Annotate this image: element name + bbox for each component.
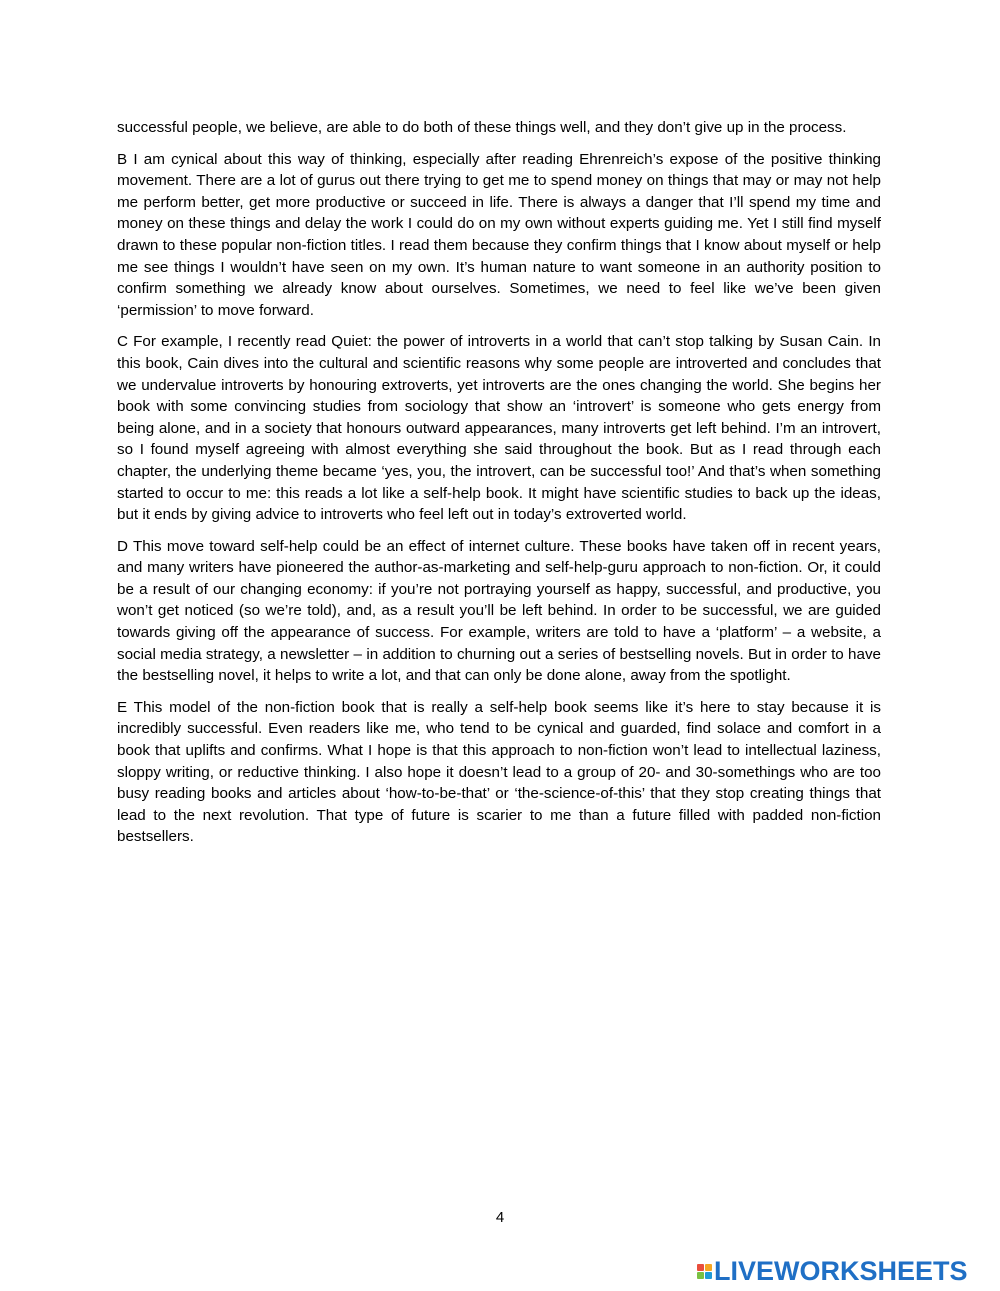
logo-square-green	[697, 1272, 704, 1279]
reading-passage	[117, 117, 881, 858]
logo-square-red	[697, 1264, 704, 1271]
paragraph-b: B I am cynical about this way of thinking, especially after reading Ehrenreich’s expose of the positive thinking movement. There are a lot of gurus out there trying to get me to spend money on things that may or may not help me perform better, get more productive or succeed in life. There is always a danger that I’ll spend my time and money on these things and delay the work I could do on my own without experts guiding me. Yet I still find myself drawn to these popular non-fiction titles. I read them because they confirm things that I know about myself or help me see things I wouldn’t have seen on my own. It’s human nature to want someone in an authority position to confirm something we already know about ourselves. Sometimes, we need to feel like we’ve been given ‘permission’ to move forward.	[117, 150, 881, 319]
liveworksheets-logo-icon	[697, 1264, 712, 1279]
paragraph-c: C For example, I recently read Quiet: the power of introverts in a world that can’t stop talking by Susan Cain. In this book, Cain dives into the cultural and scientific reasons why some people are introverted and concludes that we undervalue introverts by honouring extroverts, yet introverts are the ones changing the world. She begins her book with some convincing studies from sociology that show an ‘introvert’ is someone who gets energy from being alone, and in a society that honours outward appearances, many introverts get left behind. I’m an introvert, so I found myself agreeing with almost everything she said throughout the book. But as I read through each chapter, the underlying theme became ‘yes, you, the introvert, can be successful too!’ And that’s when something started to occur to me: this reads a lot like a self-help book. It might have scientific studies to back up the ideas, but it ends by giving advice to introverts who feel left out in today’s extroverted world.	[117, 333, 881, 524]
paragraph-continuation: successful people, we believe, are able to do both of these things well, and they don’t give up in the process.	[117, 119, 847, 136]
paragraph-e: E This model of the non-fiction book that is really a self-help book seems like it’s here to stay because it is incredibly successful. Even readers like me, who tend to be cynical and guarded, find solace and comfort in a book that uplifts and confirms. What I hope is that this approach to non-fiction won’t lead to intellectual laziness, sloppy writing, or reductive thinking. I also hope it doesn’t lead to a group of 20- and 30-somethings who are too busy reading books and articles about ‘how-to-be-that’ or ‘the-science-of-this’ that they stop creating things that lead to the next revolution. That type of future is scarier to me than a future filled with padded non-fiction bestsellers.	[117, 698, 881, 846]
paragraph-d: D This move toward self-help could be an effect of internet culture. These books have taken off in recent years, and many writers have pioneered the author-as-marketing and self-help-guru approach to non-fiction. Or, it could be a result of our changing economy: if you’re not portraying yourself as happy, successful, and productive, you won’t get noticed (so we’re told), and, as a result you’ll be left behind. In order to be successful, we are guided towards giving off the appearance of success. For example, writers are told to have a ‘platform’ – a website, a social media strategy, a newsletter – in addition to churning out a series of bestselling novels. But in order to have the bestselling novel, it helps to write a lot, and that can only be done alone, away from the spotlight.	[117, 537, 881, 685]
liveworksheets-wordmark: LIVEWORKSHEETS	[714, 1256, 968, 1286]
logo-square-blue	[705, 1272, 712, 1279]
logo-square-orange	[705, 1264, 712, 1271]
liveworksheets-brand[interactable]	[697, 1256, 968, 1286]
page-number: 4	[495, 1209, 505, 1226]
